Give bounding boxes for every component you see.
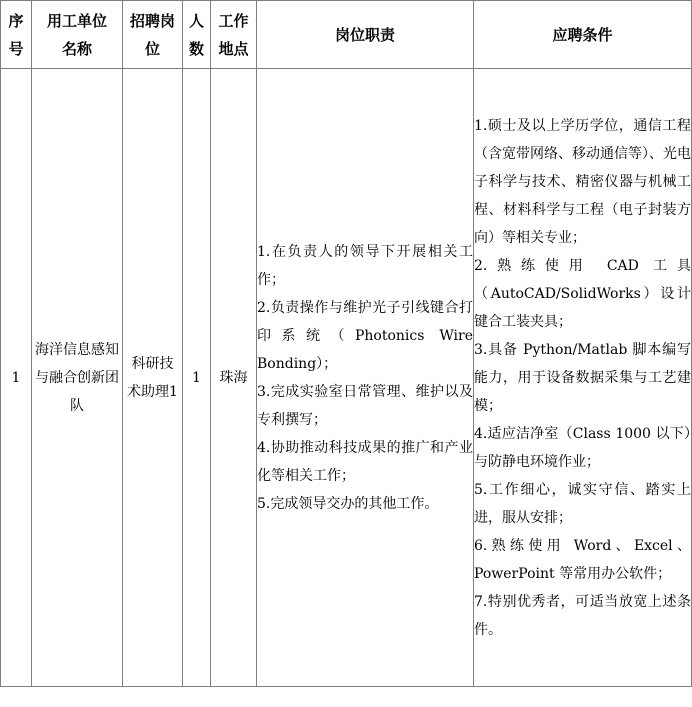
requirement-item: 1.硕士及以上学历学位，通信工程（含宽带网络、移动通信等）、光电子科学与技术、精密仪器与机械工程、材料科学与工程（电子封装方向）等相关专业； bbox=[474, 117, 691, 246]
header-count: 人 数 bbox=[183, 1, 211, 69]
duty-item: 4.协助推动科技成果的推广和产业化等相关工作； bbox=[257, 439, 473, 484]
header-unit-name: 用工单位 名称 bbox=[32, 1, 123, 69]
requirement-item: 6.熟练使用 Word、Excel、PowerPoint 等常用办公软件； bbox=[474, 537, 691, 582]
duty-item: 2.负责操作与维护光子引线键合打印系统（Photonics Wire Bonding）； bbox=[257, 299, 473, 372]
requirement-item: 7.特别优秀者，可适当放宽上述条件。 bbox=[474, 593, 691, 638]
header-row bbox=[1, 1, 692, 69]
cell-count: 1 bbox=[183, 69, 211, 687]
header-duties: 岗位职责 bbox=[257, 1, 474, 69]
requirement-item: 3.具备 Python/Matlab 脚本编写能力，用于设备数据采集与工艺建模； bbox=[474, 341, 691, 414]
cell-index: 1 bbox=[1, 69, 32, 687]
cell-unit-name: 海洋信息感知与融合创新团队 bbox=[32, 69, 123, 687]
header-requirements: 应聘条件 bbox=[474, 1, 692, 69]
duty-item: 5.完成领导交办的其他工作。 bbox=[257, 495, 439, 512]
table-row bbox=[1, 69, 692, 687]
cell-duties bbox=[257, 69, 474, 687]
requirement-item: 2.熟练使用 CAD 工具（AutoCAD/SolidWorks）设计键合工装夹具； bbox=[474, 257, 691, 330]
header-position: 招聘岗 位 bbox=[123, 1, 183, 69]
header-location: 工作 地点 bbox=[211, 1, 257, 69]
header-index: 序 号 bbox=[1, 1, 32, 69]
duty-item: 1.在负责人的领导下开展相关工作； bbox=[257, 243, 473, 288]
cell-position: 科研技术助理1 bbox=[123, 69, 183, 687]
requirement-item: 5.工作细心，诚实守信、踏实上进，服从安排； bbox=[474, 481, 691, 526]
duty-item: 3.完成实验室日常管理、维护以及专利撰写； bbox=[257, 383, 473, 428]
requirement-item: 4.适应洁净室（Class 1000 以下）与防静电环境作业； bbox=[474, 425, 691, 470]
cell-requirements bbox=[474, 69, 692, 687]
cell-location: 珠海 bbox=[211, 69, 257, 687]
